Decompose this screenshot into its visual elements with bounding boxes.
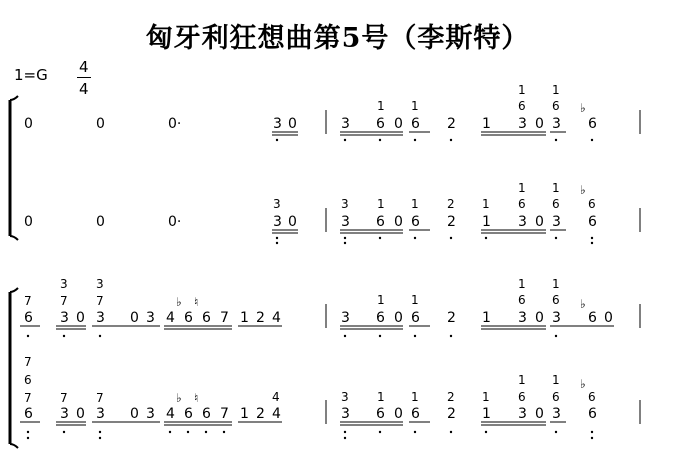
- svg-text:6: 6: [518, 293, 526, 307]
- svg-text:1: 1: [518, 277, 526, 291]
- svg-text:6: 6: [588, 214, 597, 230]
- svg-text:0: 0: [394, 214, 403, 230]
- svg-text:3: 3: [518, 310, 527, 326]
- svg-text:0: 0: [604, 310, 613, 326]
- svg-text:♭: ♭: [176, 295, 182, 309]
- svg-text:3: 3: [60, 310, 69, 326]
- rest-note: 0: [96, 116, 105, 132]
- svg-text:1: 1: [377, 293, 385, 307]
- svg-text:1: 1: [482, 390, 490, 404]
- svg-text:1: 1: [518, 83, 526, 97]
- rest-note: 0·: [168, 116, 182, 132]
- svg-text:4: 4: [166, 310, 175, 326]
- svg-text:1: 1: [552, 277, 560, 291]
- svg-text:3: 3: [146, 310, 155, 326]
- svg-text:3: 3: [273, 197, 281, 211]
- svg-text:3: 3: [146, 406, 155, 422]
- svg-text:7: 7: [60, 294, 68, 308]
- svg-text:3: 3: [552, 310, 561, 326]
- svg-text:4: 4: [272, 310, 281, 326]
- svg-text:6: 6: [588, 406, 597, 422]
- svg-text:6: 6: [552, 197, 560, 211]
- svg-text:6: 6: [518, 99, 526, 113]
- svg-text:0: 0: [130, 310, 139, 326]
- page-title: 匈牙利狂想曲第5号（李斯特）: [145, 23, 530, 54]
- svg-text:1: 1: [411, 293, 419, 307]
- svg-text:3: 3: [341, 214, 350, 230]
- svg-text:♭: ♭: [176, 391, 182, 405]
- svg-text:6: 6: [376, 310, 385, 326]
- svg-text:7: 7: [24, 294, 32, 308]
- svg-text:6: 6: [518, 197, 526, 211]
- svg-text:6: 6: [552, 390, 560, 404]
- svg-text:2: 2: [447, 116, 456, 132]
- svg-text:0: 0: [535, 214, 544, 230]
- svg-text:6: 6: [518, 390, 526, 404]
- svg-text:3: 3: [96, 406, 105, 422]
- svg-text:1: 1: [482, 406, 491, 422]
- svg-text:3: 3: [518, 214, 527, 230]
- svg-text:3: 3: [552, 406, 561, 422]
- svg-text:♮: ♮: [194, 391, 199, 405]
- svg-text:1: 1: [518, 373, 526, 387]
- svg-text:6: 6: [411, 406, 420, 422]
- svg-text:1: 1: [377, 390, 385, 404]
- svg-text:1: 1: [518, 181, 526, 195]
- svg-text:1: 1: [482, 214, 491, 230]
- svg-text:2: 2: [447, 390, 455, 404]
- svg-text:3: 3: [60, 277, 68, 291]
- svg-text:♭: ♭: [580, 183, 586, 197]
- svg-text:3: 3: [552, 214, 561, 230]
- svg-text:6: 6: [202, 406, 211, 422]
- time-signature-top: 4: [79, 58, 89, 76]
- svg-text:2: 2: [256, 406, 265, 422]
- svg-text:0·: 0·: [168, 214, 182, 230]
- svg-text:1: 1: [240, 406, 249, 422]
- svg-text:♭: ♭: [580, 297, 586, 311]
- svg-text:7: 7: [24, 355, 32, 369]
- svg-text:6: 6: [588, 197, 596, 211]
- svg-text:6: 6: [184, 310, 193, 326]
- svg-text:6: 6: [184, 406, 193, 422]
- rest-note: 0: [24, 116, 33, 132]
- svg-text:1: 1: [411, 197, 419, 211]
- svg-text:1: 1: [411, 390, 419, 404]
- svg-text:1: 1: [552, 181, 560, 195]
- svg-text:6: 6: [411, 116, 420, 132]
- svg-text:6: 6: [411, 214, 420, 230]
- svg-text:6: 6: [588, 310, 597, 326]
- svg-text:0: 0: [394, 116, 403, 132]
- svg-text:1: 1: [377, 99, 385, 113]
- svg-text:3: 3: [60, 406, 69, 422]
- svg-text:0: 0: [130, 406, 139, 422]
- time-signature-bottom: 4: [79, 80, 89, 98]
- svg-text:3: 3: [552, 116, 561, 132]
- svg-text:2: 2: [447, 214, 456, 230]
- svg-text:1: 1: [552, 373, 560, 387]
- svg-text:♮: ♮: [194, 295, 199, 309]
- system-1-upper-staff: [24, 83, 640, 141]
- svg-text:3: 3: [341, 406, 350, 422]
- svg-text:0: 0: [76, 406, 85, 422]
- svg-text:2: 2: [256, 310, 265, 326]
- svg-text:0: 0: [535, 310, 544, 326]
- svg-text:7: 7: [220, 406, 229, 422]
- system-2-lower-staff: [20, 355, 640, 439]
- svg-text:6: 6: [376, 116, 385, 132]
- svg-text:0: 0: [24, 214, 33, 230]
- svg-text:2: 2: [447, 406, 456, 422]
- svg-text:3: 3: [518, 406, 527, 422]
- svg-text:6: 6: [24, 310, 33, 326]
- svg-text:2: 2: [447, 197, 455, 211]
- svg-text:0: 0: [535, 116, 544, 132]
- svg-text:3: 3: [341, 197, 349, 211]
- svg-text:1: 1: [377, 197, 385, 211]
- svg-text:1: 1: [411, 99, 419, 113]
- svg-text:6: 6: [552, 293, 560, 307]
- note: 0: [288, 116, 297, 132]
- svg-text:♭: ♭: [580, 377, 586, 391]
- svg-text:1: 1: [482, 116, 491, 132]
- svg-text:6: 6: [376, 214, 385, 230]
- note: 3: [273, 116, 282, 132]
- key-signature: 1=G: [14, 66, 48, 84]
- svg-text:7: 7: [220, 310, 229, 326]
- svg-text:0: 0: [394, 310, 403, 326]
- system-2-bracket: [10, 288, 18, 448]
- svg-text:1: 1: [552, 83, 560, 97]
- svg-text:4: 4: [272, 406, 281, 422]
- svg-text:6: 6: [376, 406, 385, 422]
- svg-text:1: 1: [482, 197, 490, 211]
- svg-text:0: 0: [394, 406, 403, 422]
- svg-text:0: 0: [96, 214, 105, 230]
- svg-text:7: 7: [96, 294, 104, 308]
- svg-text:3: 3: [341, 116, 350, 132]
- system-1-lower-staff: [24, 181, 640, 244]
- svg-text:6: 6: [588, 116, 597, 132]
- svg-text:0: 0: [535, 406, 544, 422]
- svg-text:6: 6: [411, 310, 420, 326]
- svg-text:1: 1: [482, 310, 491, 326]
- svg-text:6: 6: [588, 390, 596, 404]
- system-2-upper-staff: [20, 277, 640, 337]
- svg-text:0: 0: [76, 310, 85, 326]
- svg-text:3: 3: [341, 390, 349, 404]
- svg-text:6: 6: [202, 310, 211, 326]
- svg-text:3: 3: [518, 116, 527, 132]
- svg-text:3: 3: [341, 310, 350, 326]
- svg-text:1: 1: [240, 310, 249, 326]
- svg-text:6: 6: [24, 373, 32, 387]
- svg-text:3: 3: [96, 310, 105, 326]
- svg-text:7: 7: [60, 391, 68, 405]
- svg-text:4: 4: [272, 390, 280, 404]
- svg-text:2: 2: [447, 310, 456, 326]
- svg-text:6: 6: [24, 406, 33, 422]
- svg-text:4: 4: [166, 406, 175, 422]
- svg-text:♭: ♭: [580, 101, 586, 115]
- svg-text:7: 7: [24, 391, 32, 405]
- svg-text:7: 7: [96, 391, 104, 405]
- svg-text:3: 3: [96, 277, 104, 291]
- svg-text:6: 6: [552, 99, 560, 113]
- svg-text:3: 3: [273, 214, 282, 230]
- system-1-bracket: [10, 96, 18, 240]
- svg-text:0: 0: [288, 214, 297, 230]
